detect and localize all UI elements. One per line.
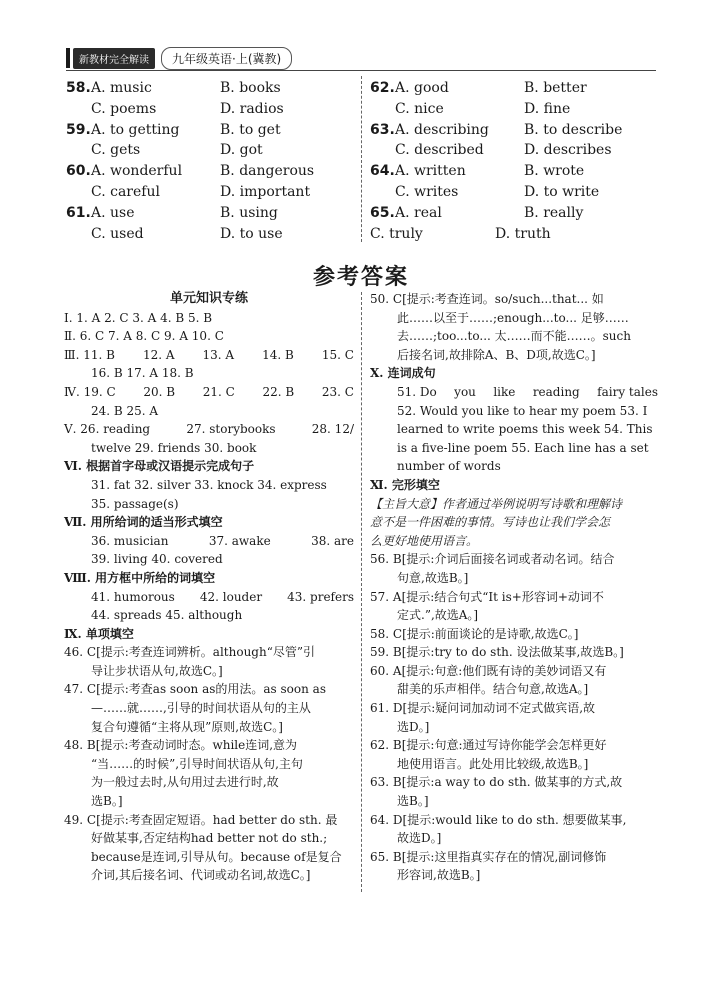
option-d: D. got <box>220 142 263 159</box>
option-row <box>370 120 662 141</box>
answer-line: 意不是一件困难的事情。写诗也让我们学会怎 <box>370 515 611 530</box>
option-a: A. good <box>395 80 449 96</box>
question-number: 62. <box>370 80 395 96</box>
answer-line: 50. C[提示:考查连词。so/such...that... 如 <box>370 292 604 306</box>
answer-line: 57. A[提示:结合句式“It is+形容词+动词不 <box>370 589 604 604</box>
answer-line: 46. C[提示:考查连词辨析。although“尽管”引 <box>64 645 315 660</box>
answer-line: 句意,故选B。] <box>397 570 469 585</box>
answers-left-lines <box>64 309 354 885</box>
answer-line: 59. B[提示:try to do sth. 设法做某事,故选B。] <box>370 645 624 660</box>
option-b: B. really <box>524 204 584 221</box>
answer-line: 64. D[提示:would like to do sth. 想要做某事, <box>370 812 627 827</box>
answer-line: 35. passage(s) <box>91 496 179 511</box>
option-c: C. described <box>395 142 484 159</box>
answer-line: 48. B[提示:考查动词时态。while连词,意为 <box>64 738 298 753</box>
answer-line: learned to write poems this week 54. This <box>397 422 653 437</box>
option-a: A. wonderful <box>91 163 183 180</box>
answer-item: Ⅲ. 11. B <box>64 347 115 362</box>
question-number: 61. <box>66 204 91 221</box>
option-row <box>370 78 662 99</box>
answer-item: 51. Do <box>397 384 437 399</box>
option-c: C. truly <box>370 225 423 242</box>
answer-line: 故选D。] <box>397 831 442 846</box>
answers-divider <box>361 292 362 892</box>
answer-line <box>64 346 354 365</box>
answer-item: you <box>454 384 476 399</box>
option-a: A. real <box>395 204 442 221</box>
question-number: 65. <box>370 204 395 221</box>
answer-line: 选D。] <box>397 719 430 734</box>
option-row <box>66 78 358 99</box>
option-row <box>66 203 358 224</box>
answer-item: 14. B <box>262 347 294 362</box>
answer-line <box>64 588 354 607</box>
answer-line: 60. A[提示:句意:他们既有诗的美妙词语又有 <box>370 663 607 678</box>
answer-item: 43. prefers <box>287 589 354 604</box>
answer-line: 选B。] <box>397 794 429 809</box>
answer-line: 52. Would you like to hear my poem 53. I <box>397 403 648 418</box>
answer-item: 12. A <box>142 347 175 362</box>
series-badge: 新教材完全解读 <box>73 48 155 69</box>
answer-line: 31. fat 32. silver 33. knock 34. express <box>91 477 327 492</box>
answer-line: 导让步状语从句,故选C。] <box>91 663 223 678</box>
answer-line: 44. spreads 45. although <box>91 608 243 623</box>
option-row <box>370 161 662 182</box>
section-heading: Ⅵ. 根据首字母或汉语提示完成句子 <box>64 459 255 474</box>
header-bar <box>66 48 70 68</box>
answer-line: 63. B[提示:a way to do sth. 做某事的方式,故 <box>370 775 623 790</box>
answer-line: 定式.”,故选A。] <box>397 608 479 623</box>
answer-line: 65. B[提示:这里指真实存在的情况,副词修饰 <box>370 849 607 864</box>
answer-line: 么更好地使用语言。 <box>370 533 479 548</box>
option-row <box>370 203 662 224</box>
option-c: C. nice <box>395 100 444 117</box>
answer-item: 38. are <box>311 533 354 548</box>
option-d: D. truth <box>495 225 551 242</box>
option-b: B. using <box>220 204 278 221</box>
option-d: D. radios <box>220 100 284 117</box>
answer-line <box>370 383 658 402</box>
answer-line: is a five-line poem 55. Each line has a set <box>397 440 649 455</box>
answer-item: 28. 12/ <box>311 422 354 437</box>
question-number: 63. <box>370 121 395 138</box>
option-d: D. fine <box>524 100 571 117</box>
answer-item: 15. C <box>321 347 354 362</box>
option-a: A. describing <box>395 121 489 138</box>
answer-line: 介词,其后接名词、代词或动名词,故选C。] <box>91 868 311 883</box>
answer-line: 56. B[提示:介词后面接名词或者动名词。结合 <box>370 552 615 567</box>
section-heading: Ⅶ. 用所给词的适当形式填空 <box>64 515 223 530</box>
column-divider <box>361 76 362 242</box>
answer-item: 37. awake <box>208 533 271 548</box>
answer-item: Ⅴ. 26. reading <box>64 422 151 437</box>
option-b: B. books <box>220 80 281 96</box>
section-heading: Ⅹ. 连词成句 <box>370 366 436 381</box>
answer-item: 42. louder <box>199 589 263 604</box>
answer-line: 24. B 25. A <box>91 403 159 418</box>
option-b: B. wrote <box>524 163 585 180</box>
option-d: D. to use <box>220 225 283 242</box>
question-number: 60. <box>66 163 91 180</box>
option-c: C. careful <box>91 183 160 200</box>
answer-line: 复合句遵循“主将从现”原则,故选C。] <box>91 719 283 734</box>
option-row <box>66 182 358 203</box>
question-number: 58. <box>66 80 91 96</box>
answer-line: “当……的时候”,引导时间状语从句,主句 <box>91 756 303 771</box>
option-a: A. music <box>91 80 152 96</box>
answer-item: 13. A <box>202 347 235 362</box>
answer-item: 27. storybooks <box>186 422 276 437</box>
answer-item: 41. humorous <box>91 589 175 604</box>
option-b: B. to get <box>220 121 281 138</box>
answer-item: fairy tales <box>597 384 658 399</box>
answer-line: —……就……,引导的时间状语从句的主从 <box>91 701 311 716</box>
answer-line: 去……;too...to... 太……而不能……。such <box>397 329 631 344</box>
section-heading: Ⅸ. 单项填空 <box>64 626 134 641</box>
option-row <box>370 140 662 161</box>
option-row <box>66 120 358 141</box>
answers-right-lines <box>370 290 658 885</box>
option-c: C. gets <box>91 142 141 159</box>
answer-item: 36. musician <box>91 533 169 548</box>
option-row <box>66 161 358 182</box>
page-header <box>66 48 292 68</box>
option-c: C. writes <box>395 183 459 200</box>
answer-line <box>64 532 354 551</box>
option-row <box>370 182 662 203</box>
answer-line: because是连词,引导从句。because of是复合 <box>91 849 342 864</box>
answers-left-column <box>64 290 354 885</box>
answer-item: 21. C <box>202 384 235 399</box>
options-right <box>370 78 662 244</box>
option-row <box>66 224 358 245</box>
option-row <box>66 140 358 161</box>
answer-line: 选B。] <box>91 794 123 809</box>
option-b: B. better <box>524 80 587 96</box>
option-row <box>66 99 358 120</box>
option-c: C. used <box>91 225 144 242</box>
answer-line: twelve 29. friends 30. book <box>91 440 257 455</box>
option-row <box>370 99 662 120</box>
answer-item: Ⅳ. 19. C <box>64 384 116 399</box>
answer-line: 58. C[提示:前面谈论的是诗歌,故选C。] <box>370 626 579 641</box>
option-a: A. to getting <box>91 121 180 138</box>
answer-line: 后接名词,故排除A、B、D项,故选C。] <box>397 347 596 362</box>
answer-line: number of words <box>397 459 501 474</box>
answer-item: 20. B <box>143 384 176 399</box>
option-a: A. written <box>395 163 466 180</box>
answer-item: reading <box>532 384 580 399</box>
answer-line: 地使用语言。此处用比较级,故选B。] <box>397 756 589 771</box>
option-d: D. to write <box>524 183 600 200</box>
answer-line: 62. B[提示:句意:通过写诗你能学会怎样更好 <box>370 738 607 753</box>
answer-line <box>64 383 354 402</box>
book-title: 九年级英语·上(冀教) <box>161 47 292 70</box>
option-row <box>370 224 662 245</box>
answer-line: 形容词,故选B。] <box>397 868 481 883</box>
option-b: B. dangerous <box>220 163 315 180</box>
answer-item: 23. C <box>321 384 354 399</box>
answer-line: Ⅱ. 6. C 7. A 8. C 9. A 10. C <box>64 329 224 344</box>
answer-item: like <box>493 384 516 399</box>
header-rule <box>66 70 656 71</box>
answer-line: 16. B 17. A 18. B <box>91 366 194 381</box>
section-heading: Ⅷ. 用方框中所给的词填空 <box>64 570 216 585</box>
option-b: B. to describe <box>524 121 623 138</box>
answer-item: 22. B <box>262 384 295 399</box>
answers-title: 参考答案 <box>312 264 409 290</box>
answer-line: 61. D[提示:疑问词加动词不定式做宾语,故 <box>370 701 596 716</box>
option-a: A. use <box>91 204 135 221</box>
option-c: C. poems <box>91 100 157 117</box>
answer-line: 此……以至于……;enough...to... 足够…… <box>397 310 629 325</box>
options-left <box>66 78 358 244</box>
question-number: 64. <box>370 163 395 180</box>
answers-right-column <box>370 290 658 885</box>
answer-line: 【主旨大意】作者通过举例说明写诗歌和理解诗 <box>370 496 623 511</box>
option-d: D. important <box>220 183 311 200</box>
answer-line: 47. C[提示:考查as soon as的用法。as soon as <box>64 682 326 697</box>
answer-line: 39. living 40. covered <box>91 552 223 567</box>
answer-line: Ⅰ. 1. A 2. C 3. A 4. B 5. B <box>64 310 213 325</box>
answer-line: 好做某事,否定结构had better not do sth.; <box>91 831 328 846</box>
answer-line: 甜美的乐声相伴。结合句意,故选A。] <box>397 682 589 697</box>
answer-line: 为一般过去时,从句用过去进行时,故 <box>91 775 279 790</box>
option-d: D. describes <box>524 142 612 159</box>
section-subtitle: 单元知识专练 <box>169 291 248 306</box>
question-number: 59. <box>66 121 91 138</box>
answer-line: 49. C[提示:考查固定短语。had better do sth. 最 <box>64 812 338 827</box>
answer-line <box>64 420 354 439</box>
section-heading: Ⅺ. 完形填空 <box>370 477 440 492</box>
